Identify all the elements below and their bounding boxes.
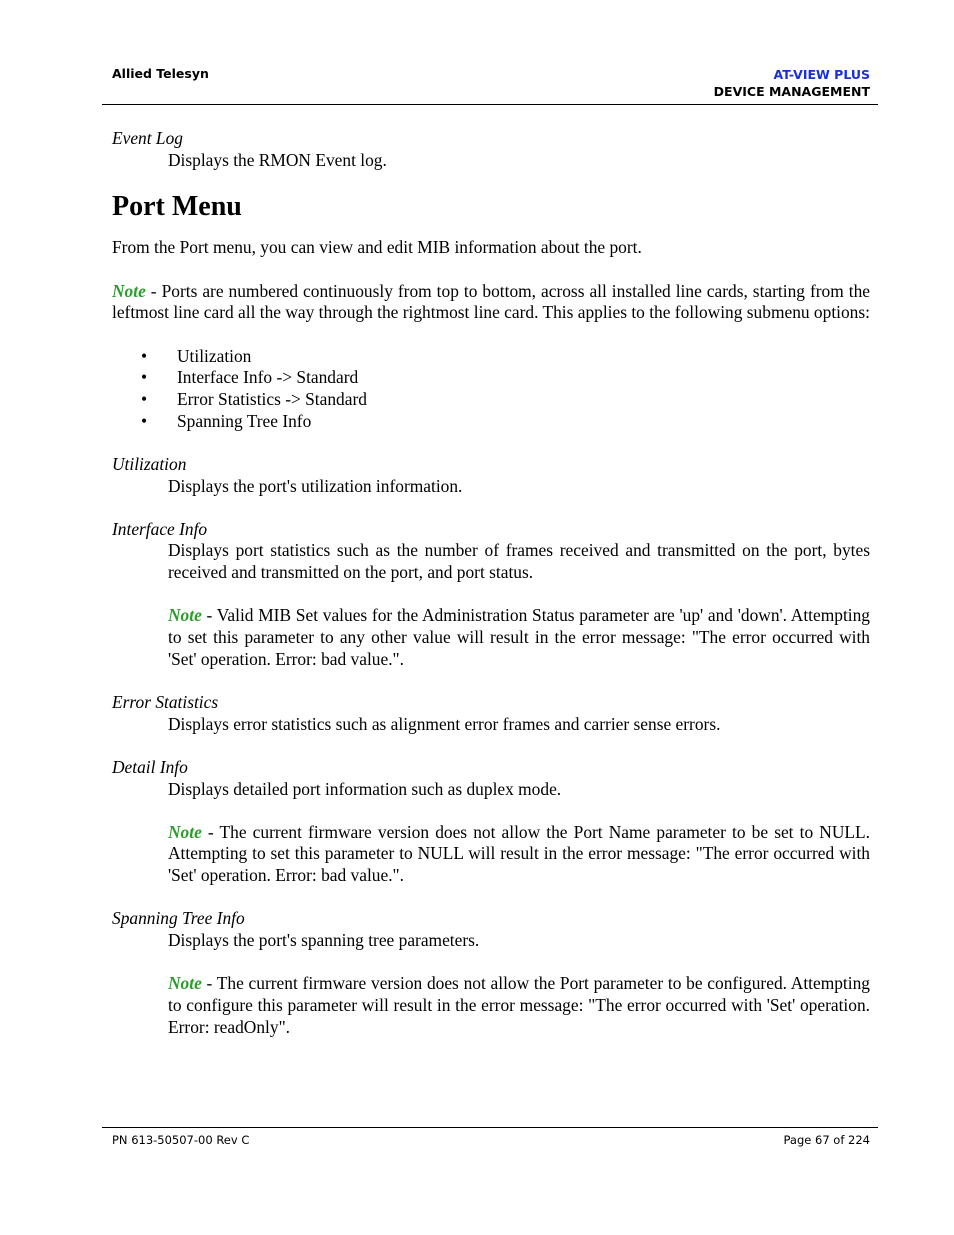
- note-text: - Ports are numbered continuously from top to bottom, across all installed line cards, starting from the leftmost line card all the way through the rightmost line card. This applies to the following submenu options:: [112, 280, 870, 323]
- utilization-text: Displays the port's utilization information.: [168, 475, 463, 496]
- port-menu-intro: From the Port menu, you can view and edit MIB information about the port.: [112, 237, 642, 258]
- spanning-tree-info-title: Spanning Tree Info: [112, 908, 245, 929]
- header-divider: [102, 104, 878, 105]
- footer-divider: [102, 1127, 878, 1128]
- interface-info-text: Displays port statistics such as the number of frames received and transmitted on the port, bytes received and transmitted on the port, and port status.: [168, 540, 870, 583]
- note-label: Note: [168, 605, 202, 626]
- detail-info-title: Detail Info: [112, 756, 188, 777]
- event-log-title: Event Log: [112, 128, 183, 148]
- detail-info-note: [168, 822, 870, 887]
- list-item: • Interface Info -> Standard: [177, 367, 870, 389]
- spanning-tree-info-text: Displays the port's spanning tree parameters.: [168, 930, 480, 951]
- interface-info-note: [168, 605, 870, 670]
- footer-part-number: PN 613-50507-00 Rev C: [112, 1133, 250, 1147]
- list-item: • Spanning Tree Info: [177, 411, 870, 433]
- note-label: Note: [112, 280, 146, 301]
- event-log-text: Displays the RMON Event log.: [168, 149, 387, 170]
- header-product: AT-VIEW PLUS: [773, 67, 870, 82]
- page-content: [112, 128, 870, 1038]
- note-text: - The current firmware version does not allow the Port parameter to be configured. Attempting to configure this parameter will result in the error message: "The error occurred with 'Set' operation. Error: readOnly".: [168, 973, 870, 1037]
- list-item: • Utilization: [177, 346, 870, 368]
- header-right: [714, 66, 870, 100]
- error-statistics-title: Error Statistics: [112, 691, 219, 712]
- interface-info-title: Interface Info: [112, 518, 208, 539]
- note-label: Note: [168, 973, 202, 994]
- note-label: Note: [168, 821, 202, 842]
- error-statistics-text: Displays error statistics such as alignment error frames and carrier sense errors.: [168, 713, 721, 734]
- port-menu-note: [112, 281, 870, 324]
- footer-page-number: Page 67 of 224: [783, 1133, 870, 1147]
- note-text: - The current firmware version does not allow the Port Name parameter to be set to NULL. Attempting to set this parameter to NULL will result in the error message: "The error occurred with 'Set' operation. Error: bad value.".: [168, 821, 870, 886]
- submenu-list: [112, 346, 870, 433]
- list-item: • Error Statistics -> Standard: [177, 389, 870, 411]
- header-section: DEVICE MANAGEMENT: [713, 84, 870, 99]
- header-company: Allied Telesyn: [112, 66, 209, 81]
- note-text: - Valid MIB Set values for the Administration Status parameter are 'up' and 'down'. Attempting to set this parameter to any other value will result in the error message: "The error occurred with 'Set' operation. Error: bad value.".: [168, 605, 870, 669]
- spanning-tree-info-note: [168, 973, 870, 1038]
- page-title: Port Menu: [112, 191, 242, 223]
- utilization-title: Utilization: [112, 453, 187, 474]
- detail-info-text: Displays detailed port information such as duplex mode.: [168, 778, 562, 799]
